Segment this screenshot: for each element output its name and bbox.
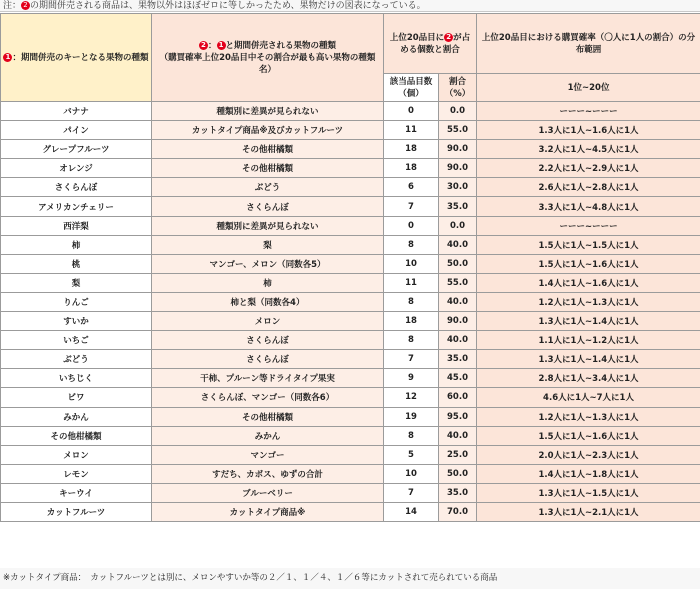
cell-count: 8 [384, 235, 439, 254]
cell-key-fruit: メロン [1, 445, 152, 464]
cell-key-fruit: 柿 [1, 235, 152, 254]
cell-range: ーーー~ーーー [477, 216, 700, 235]
cell-key-fruit: みかん [1, 407, 152, 426]
table-row [1, 464, 700, 483]
cell-paired-fruit: 梨 [152, 235, 384, 254]
cell-count: 19 [384, 407, 439, 426]
cell-range: 1.3人に1人~1.4人に1人 [477, 350, 700, 369]
cell-count: 8 [384, 331, 439, 350]
cell-count: 8 [384, 426, 439, 445]
cell-range: 2.8人に1人~3.4人に1人 [477, 369, 700, 388]
cell-pct: 90.0 [439, 312, 477, 331]
cell-count: 6 [384, 178, 439, 197]
cell-count: 18 [384, 140, 439, 159]
cell-paired-fruit: マンゴー [152, 445, 384, 464]
table-row [1, 445, 700, 464]
cell-pct: 35.0 [439, 350, 477, 369]
cell-paired-fruit: 干柿、プルーン等ドライタイプ果実 [152, 369, 384, 388]
cell-pct: 90.0 [439, 159, 477, 178]
cell-key-fruit: すいか [1, 312, 152, 331]
cell-count: 5 [384, 445, 439, 464]
cell-range: 1.1人に1人~1.2人に1人 [477, 331, 700, 350]
marker-1-icon: 1 [217, 41, 226, 50]
cell-paired-fruit: 柿 [152, 273, 384, 292]
cell-range: 2.2人に1人~2.9人に1人 [477, 159, 700, 178]
cell-key-fruit: 梨 [1, 273, 152, 292]
cell-count: 0 [384, 102, 439, 121]
header-paired-fruit-sub: （購買確率上位20品目中その割合が最も高い果物の種類名） [159, 52, 376, 75]
table-row [1, 254, 700, 273]
header-range-label: 上位20品目における購買確率（〇人に1人の割合）の分布範囲 [481, 32, 696, 55]
table-row [1, 102, 700, 121]
table-row [1, 159, 700, 178]
table-row [1, 178, 700, 197]
cell-count: 14 [384, 502, 439, 521]
cell-paired-fruit: カットタイプ商品※ [152, 502, 384, 521]
table-row [1, 483, 700, 502]
cell-paired-fruit: 種類別に差異が見られない [152, 102, 384, 121]
cell-key-fruit: パイン [1, 121, 152, 140]
cell-pct: 40.0 [439, 331, 477, 350]
table-row [1, 312, 700, 331]
table-row [1, 331, 700, 350]
header-key-fruit-label: ：期間併売のキーとなる果物の種類 [12, 52, 149, 63]
cell-range: 3.3人に1人~4.8人に1人 [477, 197, 700, 216]
cell-key-fruit: 桃 [1, 254, 152, 273]
cell-key-fruit: アメリカンチェリー [1, 197, 152, 216]
table-row [1, 502, 700, 521]
header-rank-range: 1位~20位 [477, 74, 700, 102]
cell-pct: 45.0 [439, 369, 477, 388]
cell-paired-fruit: カットタイプ商品※及びカットフルーツ [152, 121, 384, 140]
cell-paired-fruit: すだち、カボス、ゆずの合計 [152, 464, 384, 483]
cell-key-fruit: ビワ [1, 388, 152, 407]
cell-paired-fruit: みかん [152, 426, 384, 445]
marker-2-icon: 2 [21, 1, 30, 10]
cell-count: 12 [384, 388, 439, 407]
top-note-prefix: 注： [3, 1, 22, 11]
cell-key-fruit: その他柑橘類 [1, 426, 152, 445]
cell-paired-fruit: ぶどう [152, 178, 384, 197]
cell-key-fruit: カットフルーツ [1, 502, 152, 521]
cell-paired-fruit: その他柑橘類 [152, 407, 384, 426]
cell-range: 1.3人に1人~1.4人に1人 [477, 312, 700, 331]
cell-paired-fruit: さくらんぼ、マンゴー（同数各6） [152, 388, 384, 407]
cell-pct: 40.0 [439, 426, 477, 445]
cell-range: 4.6人に1人~7人に1人 [477, 388, 700, 407]
cell-key-fruit: いちご [1, 331, 152, 350]
cell-paired-fruit: マンゴー、メロン（同数各5） [152, 254, 384, 273]
table-row [1, 197, 700, 216]
cell-pct: 0.0 [439, 216, 477, 235]
cell-paired-fruit: さくらんぼ [152, 331, 384, 350]
cell-range: 1.3人に1人~1.6人に1人 [477, 121, 700, 140]
cell-count: 18 [384, 312, 439, 331]
cell-pct: 0.0 [439, 102, 477, 121]
cell-pct: 95.0 [439, 407, 477, 426]
cell-paired-fruit: その他柑橘類 [152, 159, 384, 178]
cell-paired-fruit: 柿と梨（同数各4） [152, 292, 384, 311]
table-row [1, 426, 700, 445]
table-row [1, 140, 700, 159]
header-key-fruit [1, 14, 152, 102]
header-share [384, 14, 477, 74]
marker-2-icon: 2 [199, 41, 208, 50]
cell-key-fruit: りんご [1, 292, 152, 311]
cell-count: 8 [384, 292, 439, 311]
cell-paired-fruit: その他柑橘類 [152, 140, 384, 159]
table-row [1, 235, 700, 254]
table-row [1, 388, 700, 407]
cell-key-fruit: レモン [1, 464, 152, 483]
cell-range: 3.2人に1人~4.5人に1人 [477, 140, 700, 159]
cell-range: 1.4人に1人~1.8人に1人 [477, 464, 700, 483]
cell-pct: 55.0 [439, 121, 477, 140]
cell-key-fruit: さくらんぼ [1, 178, 152, 197]
cell-paired-fruit: さくらんぼ [152, 350, 384, 369]
cell-range: 2.6人に1人~2.8人に1人 [477, 178, 700, 197]
cell-pct: 50.0 [439, 464, 477, 483]
cell-pct: 90.0 [439, 140, 477, 159]
cell-range: 1.5人に1人~1.6人に1人 [477, 254, 700, 273]
table-row [1, 273, 700, 292]
table-row [1, 216, 700, 235]
cell-count: 10 [384, 464, 439, 483]
cell-pct: 50.0 [439, 254, 477, 273]
marker-1-icon: 1 [3, 53, 12, 62]
header-pct: 割合（%） [439, 74, 477, 102]
table-body [1, 102, 700, 522]
cell-range: 2.0人に1人~2.3人に1人 [477, 445, 700, 464]
cell-count: 9 [384, 369, 439, 388]
cell-pct: 25.0 [439, 445, 477, 464]
header-share-pre: 上位20品目に [389, 32, 445, 43]
cell-count: 7 [384, 350, 439, 369]
cell-pct: 30.0 [439, 178, 477, 197]
cell-pct: 40.0 [439, 292, 477, 311]
cell-key-fruit: 西洋梨 [1, 216, 152, 235]
fruit-pairing-table [0, 13, 700, 522]
cell-range: 1.3人に1人~2.1人に1人 [477, 502, 700, 521]
cell-key-fruit: グレープフルーツ [1, 140, 152, 159]
cell-paired-fruit: 種類別に差異が見られない [152, 216, 384, 235]
cell-pct: 35.0 [439, 483, 477, 502]
cell-count: 0 [384, 216, 439, 235]
cell-range: 1.2人に1人~1.3人に1人 [477, 407, 700, 426]
cell-paired-fruit: さくらんぼ [152, 197, 384, 216]
cell-pct: 40.0 [439, 235, 477, 254]
cell-pct: 35.0 [439, 197, 477, 216]
cell-pct: 60.0 [439, 388, 477, 407]
header-paired-fruit [152, 14, 384, 102]
top-note [0, 0, 700, 12]
cell-pct: 55.0 [439, 273, 477, 292]
header-paired-sep: ： [207, 40, 217, 51]
marker-2-icon: 2 [444, 33, 453, 42]
cell-range: 1.5人に1人~1.5人に1人 [477, 235, 700, 254]
cell-paired-fruit: ブルーベリー [152, 483, 384, 502]
cell-key-fruit: いちじく [1, 369, 152, 388]
top-note-text: の期間併売される商品は、果物以外はほぼゼロに等しかったため、果物だけの図表になっている。 [30, 1, 426, 11]
table-row [1, 121, 700, 140]
cell-range: 1.4人に1人~1.6人に1人 [477, 273, 700, 292]
table-row [1, 292, 700, 311]
cell-range: 1.2人に1人~1.3人に1人 [477, 292, 700, 311]
cell-count: 18 [384, 159, 439, 178]
cell-key-fruit: バナナ [1, 102, 152, 121]
header-share-post: が占める個数と割合 [400, 32, 471, 55]
cell-pct: 70.0 [439, 502, 477, 521]
cell-range: ーーー~ーーー [477, 102, 700, 121]
cell-key-fruit: キーウイ [1, 483, 152, 502]
bottom-note: ※カットタイプ商品： カットフルーツとは別に、メロンやすいか等の２／１、１／４、１／６等にカットされて売られている商品 [0, 568, 700, 589]
cell-count: 7 [384, 197, 439, 216]
cell-range: 1.3人に1人~1.5人に1人 [477, 483, 700, 502]
cell-count: 7 [384, 483, 439, 502]
cell-count: 10 [384, 254, 439, 273]
header-range [477, 14, 700, 74]
cell-count: 11 [384, 121, 439, 140]
table-row [1, 350, 700, 369]
cell-count: 11 [384, 273, 439, 292]
table-row [1, 407, 700, 426]
cell-paired-fruit: メロン [152, 312, 384, 331]
cell-key-fruit: ぶどう [1, 350, 152, 369]
header-count: 該当品目数（個） [384, 74, 439, 102]
table-row [1, 369, 700, 388]
cell-range: 1.5人に1人~1.6人に1人 [477, 426, 700, 445]
header-paired-fruit-label: と期間併売される果物の種類 [225, 40, 337, 51]
cell-key-fruit: オレンジ [1, 159, 152, 178]
